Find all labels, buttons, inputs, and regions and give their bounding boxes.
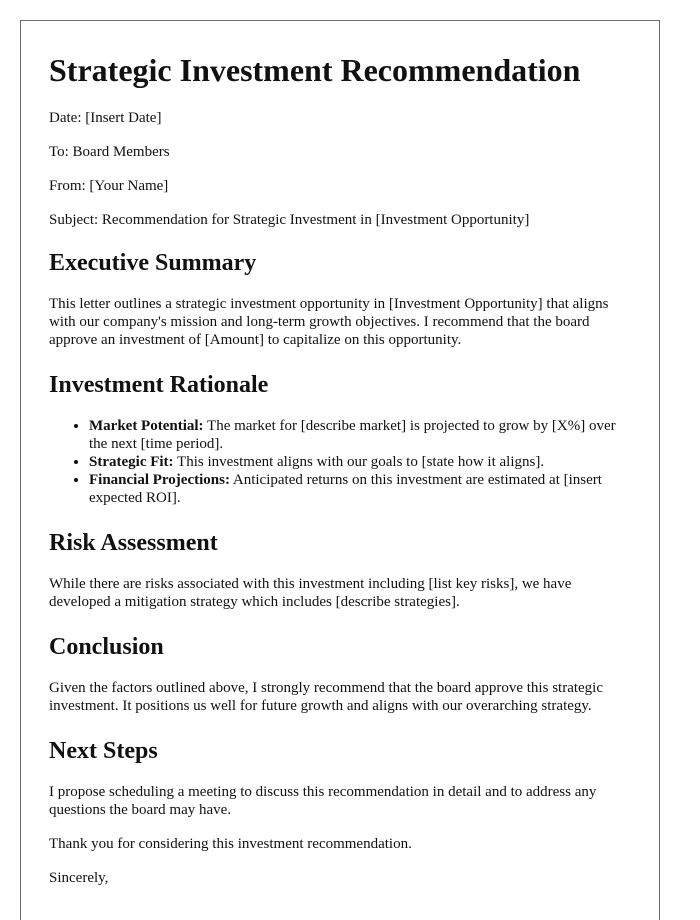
subject-line: Subject: Recommendation for Strategic Investment in [Investment Opportunity] [49, 212, 530, 228]
letter-header [49, 109, 631, 229]
executive-summary-heading: Executive Summary [49, 250, 257, 276]
list-item-text: The market for [describe market] is projected to grow by [X%] over the next [time period]. [89, 418, 616, 452]
list-item-label: Strategic Fit: [89, 454, 174, 470]
date-line: Date: [Insert Date] [49, 110, 162, 126]
list-item-text: This investment aligns with our goals to [state how it aligns]. [173, 454, 545, 470]
list-item [89, 453, 631, 471]
list-item-text: Anticipated returns on this investment are estimated at [insert expected ROI]. [89, 472, 602, 506]
investment-rationale-section [49, 371, 631, 507]
page-title: Strategic Investment Recommendation [49, 52, 581, 88]
risk-assessment-heading: Risk Assessment [49, 530, 218, 556]
executive-summary-text: This letter outlines a strategic investment opportunity in [Investment Opportunity] that aligns with our company's mission and long-term growth objectives. I recommend that the board approve an investment of [Amount] to capitalize on this opportunity. [49, 296, 609, 348]
from-line: From: [Your Name] [49, 178, 169, 194]
next-steps-section [49, 737, 631, 887]
investment-rationale-heading: Investment Rationale [49, 372, 269, 398]
list-item [89, 417, 631, 453]
conclusion-section [49, 633, 631, 715]
risk-assessment-text: While there are risks associated with this investment including [list key risks], we have developed a mitigation strategy which includes [describe strategies]. [49, 576, 572, 610]
closing-text: Sincerely, [49, 870, 109, 886]
next-steps-heading: Next Steps [49, 738, 158, 764]
executive-summary-section [49, 249, 631, 349]
list-item-label: Market Potential: [89, 418, 204, 434]
next-steps-text: I propose scheduling a meeting to discuss this recommendation in detail and to address any questions the board may have. [49, 784, 597, 818]
risk-assessment-section [49, 529, 631, 611]
list-item [89, 471, 631, 507]
list-item-label: Financial Projections: [89, 472, 230, 488]
to-line: To: Board Members [49, 144, 170, 160]
thanks-text: Thank you for considering this investment recommendation. [49, 836, 412, 852]
letter-page [20, 20, 660, 920]
conclusion-heading: Conclusion [49, 634, 164, 660]
conclusion-text: Given the factors outlined above, I strongly recommend that the board approve this strategic investment. It positions us well for future growth and aligns with our overarching strategy. [49, 680, 603, 714]
rationale-list [49, 417, 631, 507]
